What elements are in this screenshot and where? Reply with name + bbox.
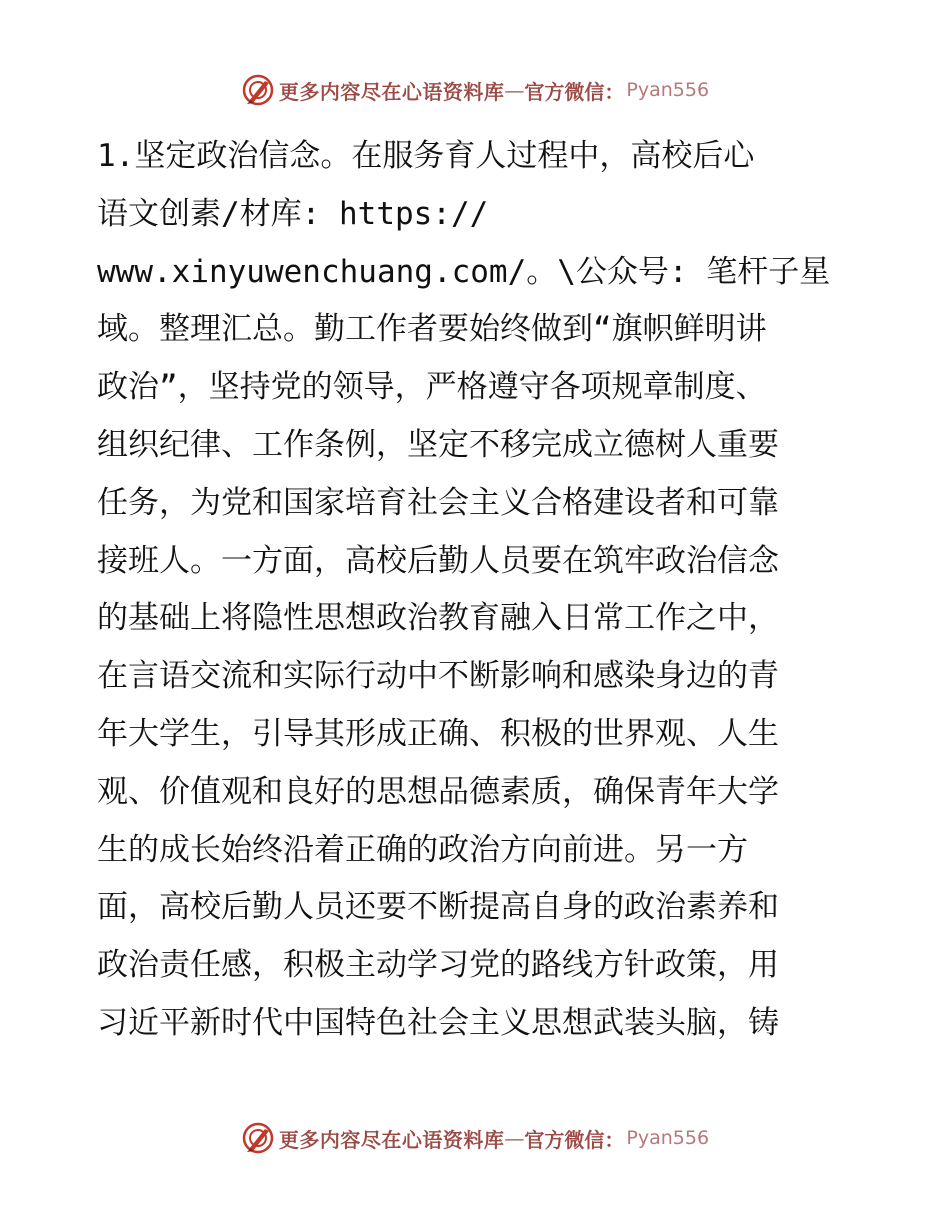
text-line: 年大学生，引导其形成正确、积极的世界观、人生	[97, 715, 779, 752]
text-line: 生的成长始终沿着正确的政治方向前进。另一方	[97, 831, 748, 868]
text-line: 面，高校后勤人员还要不断提高自身的政治素养和	[97, 889, 779, 926]
banner-main-text: 更多内容尽在心语资料库	[278, 1127, 505, 1152]
pen-logo-icon	[241, 1121, 275, 1155]
footer-banner	[0, 1118, 950, 1158]
text-line: 的基础上将隐性思想政治教育融入日常工作之中，	[97, 600, 779, 637]
text-line: 组织纪律、工作条例，坚定不移完成立德树人重要	[97, 426, 779, 463]
banner-wechat-label: 官方微信：	[524, 79, 625, 104]
text-line: 域。整理汇总。勤工作者要始终做到“旗帜鲜明讲	[97, 311, 767, 348]
body-paragraph	[97, 128, 857, 1053]
banner-dash: —	[504, 78, 525, 102]
pen-logo-icon	[241, 73, 275, 107]
text-line: 政治”，坚持党的领导，严格遵守各项规章制度、	[97, 369, 767, 406]
banner-dash: —	[504, 1126, 525, 1150]
text-line: 习近平新时代中国特色社会主义思想武装头脑，铸	[97, 1004, 779, 1041]
banner-main-text: 更多内容尽在心语资料库	[278, 79, 505, 104]
text-line: 在言语交流和实际行动中不断影响和感染身边的青	[97, 658, 779, 695]
text-line: 语文创素/材库: https://	[97, 195, 489, 232]
header-banner	[0, 70, 950, 110]
text-line: 1.坚定政治信念。在服务育人过程中，高校后心	[97, 138, 755, 174]
text-line: 政治责任感，积极主动学习党的路线方针政策，用	[97, 947, 779, 984]
banner-wechat-id: Pyan556	[626, 1127, 710, 1149]
text-line: 任务，为党和国家培育社会主义合格建设者和可靠	[97, 484, 779, 521]
banner-wechat-id: Pyan556	[626, 79, 710, 101]
text-line: 观、价值观和良好的思想品德素质，确保青年大学	[97, 773, 779, 810]
text-line: 接班人。一方面，高校后勤人员要在筑牢政治信念	[97, 542, 779, 579]
text-line: www.xinyuwenchuang.com/。\公众号: 笔杆子星	[97, 253, 831, 290]
banner-wechat-label: 官方微信：	[524, 1127, 625, 1152]
